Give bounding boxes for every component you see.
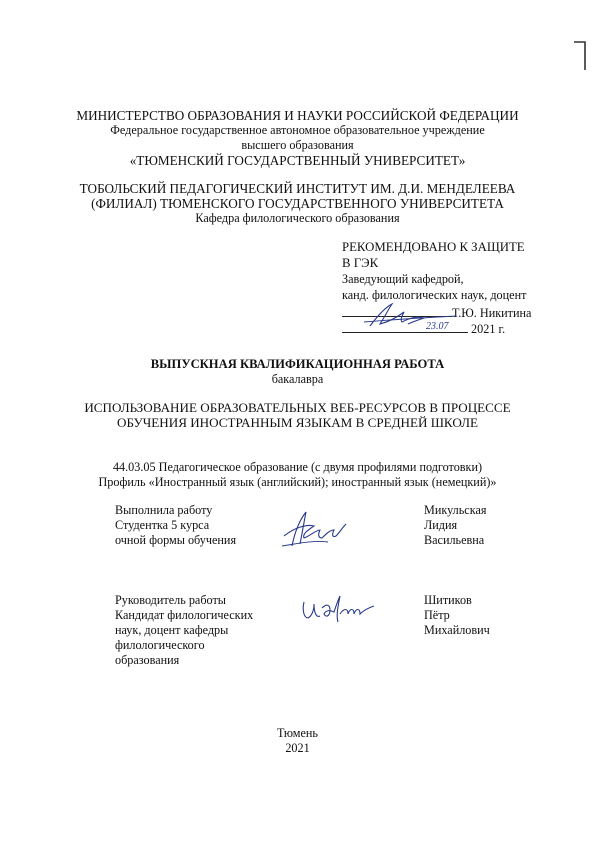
ministry-header: [0, 108, 595, 168]
head-degree: канд. филологических наук, доцент: [342, 288, 527, 302]
program-info: [0, 460, 595, 490]
ministry-name: МИНИСТЕРСТВО ОБРАЗОВАНИЯ И НАУКИ РОССИЙСКОЙ ФЕДЕРАЦИИ: [76, 108, 519, 123]
recommendation-commission: В ГЭК: [342, 256, 379, 270]
work-title-block: [0, 357, 595, 387]
work-type: ВЫПУСКНАЯ КВАЛИФИКАЦИОННАЯ РАБОТА: [150, 357, 445, 371]
footer: [0, 726, 595, 756]
supervisor-label-5: образования: [115, 653, 180, 667]
institute-name-line1: ТОБОЛЬСКИЙ ПЕДАГОГИЧЕСКИЙ ИНСТИТУТ ИМ. Д.И. МЕНДЕЛЕЕВА: [79, 181, 516, 196]
supervisor-name: [424, 593, 490, 638]
supervisor-patronymic: Михайлович: [424, 623, 490, 637]
supervisor-label-1: Руководитель работы: [115, 593, 226, 607]
supervisor-labels: [115, 593, 253, 668]
work-degree: бакалавра: [271, 372, 324, 386]
author-label-3: очной формы обучения: [115, 533, 237, 547]
program-profile: Профиль «Иностранный язык (английский); иностранный язык (немецкий)»: [98, 475, 497, 489]
institute-header: [0, 181, 595, 226]
education-level: высшего образования: [241, 138, 354, 152]
author-name: [424, 503, 486, 548]
topic-line-1: ИСПОЛЬЗОВАНИЕ ОБРАЗОВАТЕЛЬНЫХ ВЕБ-РЕСУРСОВ В ПРОЦЕССЕ: [84, 400, 511, 415]
recommendation-year: 2021 г.: [471, 322, 506, 336]
author-patronymic: Васильевна: [424, 533, 485, 547]
author-first-name: Лидия: [424, 518, 458, 532]
program-code: 44.03.05 Педагогическое образование (с двумя профилями подготовки): [112, 460, 483, 474]
supervisor-surname: Шитиков: [424, 593, 472, 607]
institution-type: Федеральное государственное автономное образовательное учреждение: [110, 123, 485, 137]
author-handwritten-signature: [278, 506, 352, 554]
work-topic: [0, 400, 595, 430]
author-labels: [115, 503, 236, 548]
supervisor-label-3: наук, доцент кафедры: [115, 623, 229, 637]
department-name: Кафедра филологического образования: [195, 211, 400, 225]
supervisor-handwritten-signature: [296, 592, 382, 628]
supervisor-first-name: Пётр: [424, 608, 450, 622]
supervisor-label-2: Кандидат филологических: [115, 608, 254, 622]
handwritten-date: 23.07: [426, 321, 449, 332]
city: Тюмень: [277, 726, 318, 740]
head-name: Т.Ю. Никитина: [452, 306, 532, 320]
recommendation-title: РЕКОМЕНДОВАНО К ЗАЩИТЕ: [342, 240, 525, 254]
footer-year: 2021: [285, 741, 310, 755]
author-label-1: Выполнила работу: [115, 503, 213, 517]
author-label-2: Студентка 5 курса: [115, 518, 210, 532]
supervisor-label-4: филологического: [115, 638, 205, 652]
institute-name-line2: (ФИЛИАЛ) ТЮМЕНСКОГО ГОСУДАРСТВЕННОГО УНИВЕРСИТЕТА: [91, 196, 504, 211]
head-position: Заведующий кафедрой,: [342, 272, 464, 286]
topic-line-2: ОБУЧЕНИЯ ИНОСТРАННЫМ ЯЗЫКАМ В СРЕДНЕЙ ШКОЛЕ: [116, 415, 479, 430]
author-surname: Микульская: [424, 503, 487, 517]
university-name: «ТЮМЕНСКИЙ ГОСУДАРСТВЕННЫЙ УНИВЕРСИТЕТ»: [129, 153, 466, 168]
head-handwritten-signature: [358, 296, 468, 334]
